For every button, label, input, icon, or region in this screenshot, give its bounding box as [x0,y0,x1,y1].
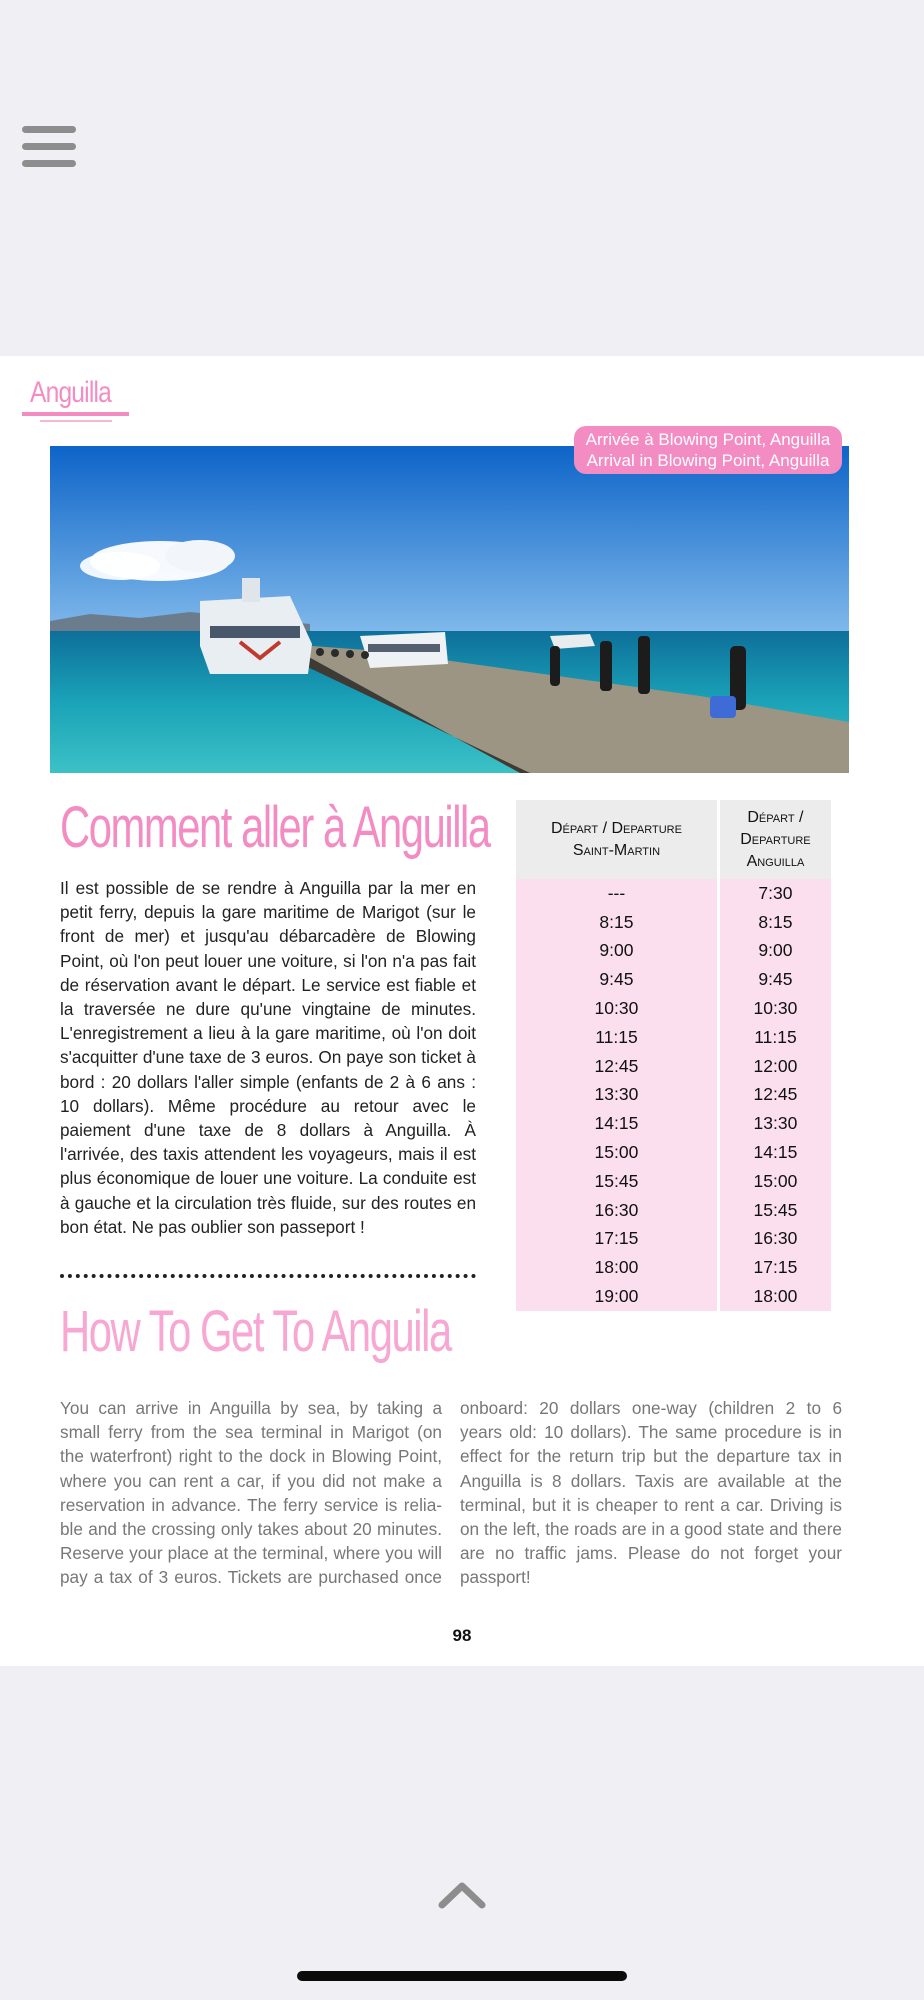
timetable-row [516,1282,831,1311]
departure-anguilla-time: 12:00 [718,1052,831,1081]
dotted-divider [60,1274,476,1278]
body-text-en: You can arrive in Anguilla by sea, by taking a small ferry from the sea terminal in Marigot (on the waterfront) right to the dock in Blowing Point, where you can rent a car, if you did not make a reservation in advance. The ferry service is relia-ble and the crossing only takes about 20 minutes. Reserve your place at the terminal, where you will pay a tax of 3 euros. Tickets are purchased once onboard: 20 dollars one-way (children 2 to 6 years old: 10 dollars). The same procedure is in effect for the return trip but the departure tax in Anguilla is 8 dollars. Taxis are available at the terminal, but it is cheaper to rent a car. Driving is on the left, the roads are in a good state and there are no traffic jams. Please do not forget your passport! [60,1398,842,1588]
departure-saint-martin-time: 11:15 [516,1023,718,1052]
ferry-dock-illustration [50,446,849,773]
departure-saint-martin-time: 16:30 [516,1196,718,1225]
timetable-row [516,1023,831,1052]
timetable-row [516,1167,831,1196]
departure-saint-martin-time: 15:00 [516,1138,718,1167]
timetable-row [516,994,831,1023]
magazine-page [0,356,924,1666]
departure-saint-martin-time: 18:00 [516,1253,718,1282]
ferry-dock-photo [50,446,849,773]
timetable-row [516,937,831,966]
timetable-row [516,1225,831,1254]
timetable-body [516,879,831,1311]
photo-caption-en: Arrival in Blowing Point, Anguilla [586,451,830,470]
heading-fr: Comment aller à Anguilla [60,795,490,860]
departure-anguilla-time: 14:15 [718,1138,831,1167]
chevron-up-icon[interactable] [438,1880,486,1910]
departure-anguilla-time: 16:30 [718,1225,831,1254]
body-text-fr: Il est possible de se rendre à Anguilla par la mer en petit ferry, depuis la gare maritime de Marigot (sur le front de mer) et jusqu'au débarcadère de Blowing Point, où l'on peut louer une voiture, si l'on n'a pas fait de réservation avant le départ. Le service est fiable et la traversée ne dure qu'une vingtaine de minutes. L'enregistrement a lieu à la gare maritime, où l'on doit s'acquitter d'une taxe de 3 euros. On paye son ticket à bord : 20 dollars l'aller simple (enfants de 2 à 6 ans : 10 dollars). Même procédure au retour avec le paiement d'une taxe de 8 dollars à Anguilla. À l'arrivée, des taxis attendent les voyageurs, mais il est plus économique de louer une voiture. La conduite est à gauche et la circulation très fluide, sur des routes en bon état. Ne pas oublier son passeport ! [60,878,476,1237]
departure-anguilla-time: 15:45 [718,1196,831,1225]
timetable-row [516,1253,831,1282]
timetable-row [516,1138,831,1167]
departure-saint-martin-time: 17:15 [516,1225,718,1254]
departure-anguilla-time: 9:45 [718,965,831,994]
departure-anguilla-time: 8:15 [718,908,831,937]
departure-anguilla-time: 11:15 [718,1023,831,1052]
ferry-timetable [516,800,831,1311]
photo-caption [574,426,842,474]
departure-anguilla-time: 17:15 [718,1253,831,1282]
home-indicator[interactable] [297,1971,627,1981]
departure-saint-martin-time: 19:00 [516,1282,718,1311]
timetable-row [516,1081,831,1110]
timetable-row [516,908,831,937]
photo-caption-fr: Arrivée à Blowing Point, Anguilla [585,430,831,449]
timetable-row [516,1052,831,1081]
timetable-row [516,1109,831,1138]
header-departure-saint-martin: Départ / Departure Saint-Martin [516,800,718,879]
departure-saint-martin-time: 10:30 [516,994,718,1023]
departure-anguilla-time: 18:00 [718,1282,831,1311]
timetable-row [516,879,831,908]
departure-saint-martin-time: 14:15 [516,1109,718,1138]
departure-saint-martin-time: 15:45 [516,1167,718,1196]
departure-anguilla-time: 12:45 [718,1081,831,1110]
departure-saint-martin-time: 9:00 [516,937,718,966]
hamburger-menu-icon[interactable] [22,126,76,168]
departure-anguilla-time: 7:30 [718,879,831,908]
heading-en: How To Get To Anguila [60,1299,451,1364]
timetable-row [516,965,831,994]
departure-saint-martin-time: 12:45 [516,1052,718,1081]
departure-anguilla-time: 15:00 [718,1167,831,1196]
section-tab[interactable]: Anguilla [30,376,111,409]
departure-saint-martin-time: 13:30 [516,1081,718,1110]
timetable-header-row [516,800,831,879]
departure-saint-martin-time: --- [516,879,718,908]
departure-saint-martin-time: 9:45 [516,965,718,994]
departure-saint-martin-time: 8:15 [516,908,718,937]
departure-anguilla-time: 10:30 [718,994,831,1023]
section-tab-underline [22,412,129,416]
section-tab-underline-secondary [40,420,112,422]
departure-anguilla-time: 9:00 [718,937,831,966]
chevron-up-icon-glyph [438,1880,486,1910]
timetable-row [516,1196,831,1225]
header-departure-anguilla: Départ / Departure Anguilla [718,800,831,879]
departure-anguilla-time: 13:30 [718,1109,831,1138]
page-number: 98 [452,1626,472,1645]
